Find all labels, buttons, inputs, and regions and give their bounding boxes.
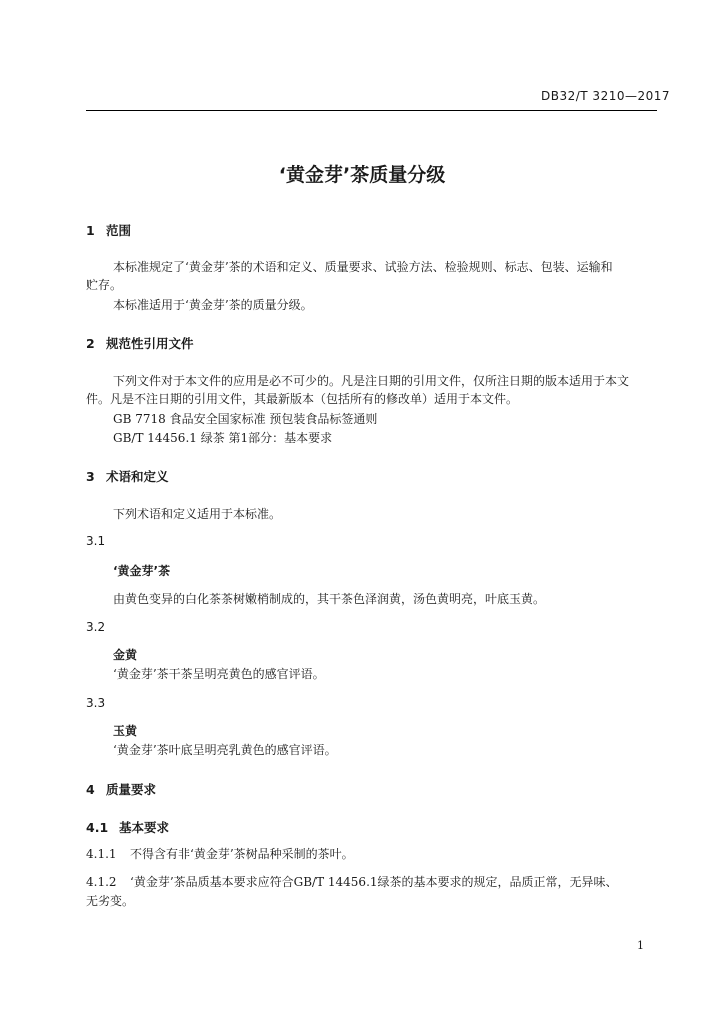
term-name: 金黄 <box>113 648 138 662</box>
page-number: 1 <box>637 939 644 952</box>
clause-text: ‘黄金芽’茶品质基本要求应符合GB/T 14456.1绿茶的基本要求的规定，品质正常，无异味、 <box>130 875 618 889</box>
section-2-paragraph-1: 下列文件对于本文件的应用是必不可少的。凡是注日期的引用文件，仅所注日期的版本适用于本文 <box>113 374 630 388</box>
clause-4-1-2 <box>86 874 618 890</box>
term-number: 3.1 <box>86 534 106 548</box>
clause-text: 不得含有非‘黄金芽’茶树品种采制的茶叶。 <box>130 847 354 861</box>
section-1-heading <box>86 221 131 239</box>
document-title: ‘黄金芽’茶质量分级 <box>278 164 446 186</box>
term-definition: ‘黄金芽’茶干茶呈明亮黄色的感官评语。 <box>113 667 325 681</box>
term-number: 3.2 <box>86 620 106 634</box>
term-name: ‘黄金芽’茶 <box>113 564 171 578</box>
clause-number: 4.1.2 <box>86 875 117 889</box>
subsection-4-1-heading <box>86 818 169 836</box>
section-2-paragraph-1-cont: 件。凡是不注日期的引用文件，其最新版本（包括所有的修改单）适用于本文件。 <box>86 392 519 406</box>
normative-reference-2: GB/T 14456.1 绿茶 第1部分：基本要求 <box>113 431 333 445</box>
section-title: 规范性引用文件 <box>106 336 194 351</box>
section-4-heading <box>86 780 156 798</box>
standard-code: DB32/T 3210—2017 <box>541 89 671 103</box>
section-title: 范围 <box>106 223 132 238</box>
subsection-title: 基本要求 <box>119 820 170 835</box>
clause-4-1-1 <box>86 846 354 862</box>
section-title: 质量要求 <box>106 782 157 797</box>
header-rule <box>86 110 657 111</box>
section-number: 1 <box>86 223 95 238</box>
section-number: 4 <box>86 782 95 797</box>
term-number: 3.3 <box>86 696 106 710</box>
section-1-paragraph-2: 本标准适用于‘黄金芽’茶的质量分级。 <box>113 298 313 312</box>
section-number: 2 <box>86 336 95 351</box>
section-1-paragraph-1: 本标准规定了‘黄金芽’茶的术语和定义、质量要求、试验方法、检验规则、标志、包装、运输和 <box>113 260 613 274</box>
term-name: 玉黄 <box>113 724 138 738</box>
section-1-paragraph-1-cont: 贮存。 <box>86 278 123 292</box>
section-title: 术语和定义 <box>106 469 169 484</box>
normative-reference-1: GB 7718 食品安全国家标准 预包装食品标签通则 <box>113 412 378 426</box>
section-2-heading <box>86 334 194 352</box>
section-number: 3 <box>86 469 95 484</box>
section-3-heading <box>86 467 169 485</box>
clause-number: 4.1.1 <box>86 847 117 861</box>
subsection-number: 4.1 <box>86 820 109 835</box>
clause-4-1-2-cont: 无劣变。 <box>86 894 135 908</box>
section-3-intro: 下列术语和定义适用于本标准。 <box>113 507 282 521</box>
term-definition: 由黄色变异的白化茶茶树嫩梢制成的，其干茶色泽润黄，汤色黄明亮，叶底玉黄。 <box>113 592 546 606</box>
term-definition: ‘黄金芽’茶叶底呈明亮乳黄色的感官评语。 <box>113 743 337 757</box>
